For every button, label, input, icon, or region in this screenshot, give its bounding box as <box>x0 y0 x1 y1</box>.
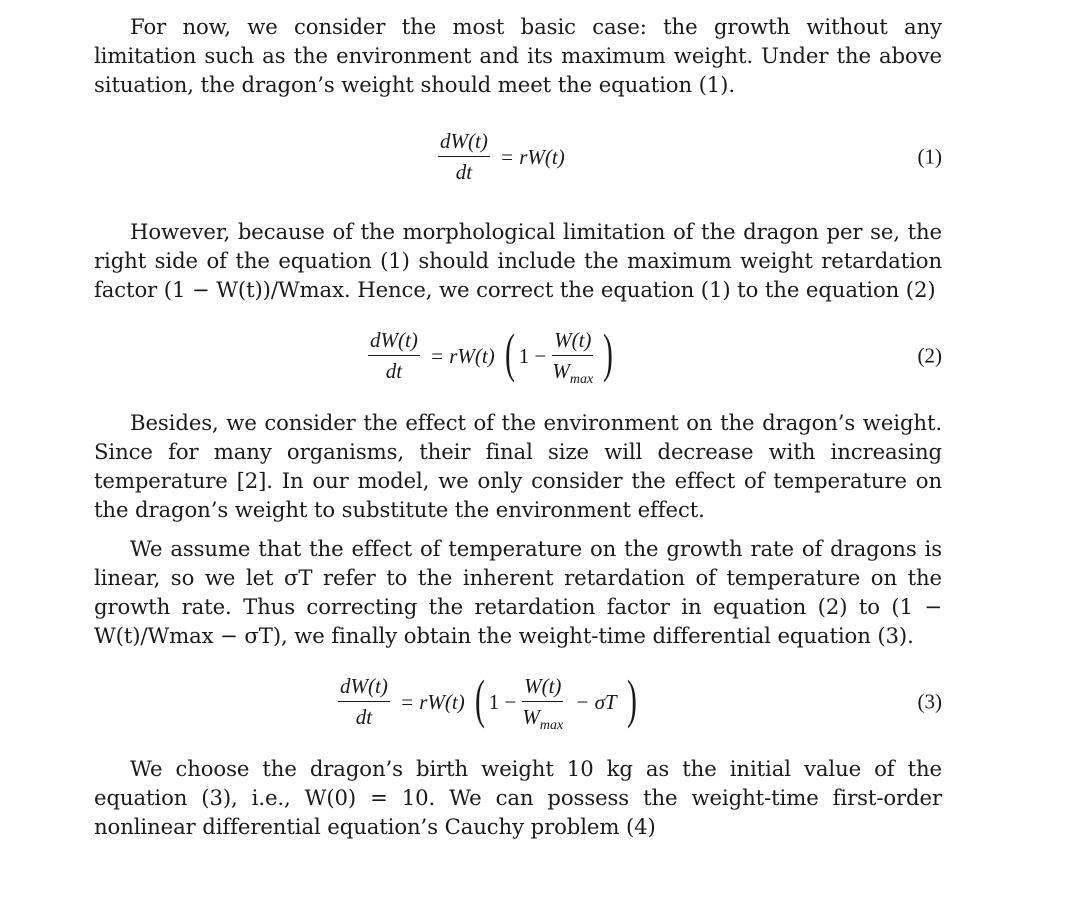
paragraph-basic-case: For now, we consider the most basic case: the growth without any limitation such as the environment and its maximum weight. Under the above situation, the dragon’s weight should meet the equation (1). <box>94 14 942 97</box>
eq3-lhs-fraction: $\frac{dW(t)}{dt}$ <box>340 674 388 729</box>
equation-1 <box>94 117 942 197</box>
eq2-right-paren: ) <box>603 323 614 383</box>
equation-3 <box>94 662 942 742</box>
paragraph-initial-value: We choose the dragon’s birth weight 10 kg as the initial value of the equation (3), i.e., W(0) = 10. We can possess the weight-time first-order nonlinear differential equation’s Cauchy problem (4) <box>94 756 942 839</box>
eq2-lhs-fraction: $\frac{dW(t)}{dt}$ <box>370 328 418 383</box>
eq2-inner-fraction: $\frac{W(t)}{W_{max}}$ <box>552 328 594 387</box>
eq2-rhs-prefix: = rW(t) <box>429 343 495 368</box>
eq3-inner-fraction: $\frac{W(t)}{W_{max}}$ <box>522 674 564 733</box>
paragraph-temperature-assumption: We assume that the effect of temperature on the growth rate of dragons is linear, so we let σT refer to the inherent retardation of temperature on the growth rate. Thus correcting the retardation factor in equation (2) to (1 − W(t)/Wmax − σT), we finally obtain the weight-time differential equation (3). <box>94 536 942 648</box>
eq1-lhs-fraction: $\frac{dW(t)}{dt}$ <box>440 129 488 184</box>
eq3-tail: − σT <box>575 689 617 714</box>
equation-number-1: (1) <box>917 144 942 169</box>
eq2-one-minus: 1 − <box>518 343 547 368</box>
equation-number-3: (3) <box>917 689 942 714</box>
eq3-rhs-prefix: = rW(t) <box>399 689 465 714</box>
eq1-rhs: = rW(t) <box>499 144 565 169</box>
paper-page <box>94 12 942 841</box>
equation-2 <box>94 316 942 396</box>
eq3-left-paren: ( <box>474 669 485 729</box>
eq3-right-paren: ) <box>626 669 637 729</box>
eq2-left-paren: ( <box>504 323 515 383</box>
equation-number-2: (2) <box>917 343 942 368</box>
paragraph-morphological-limitation: However, because of the morphological limitation of the dragon per se, the right side of the equation (1) should include the maximum weight retardation factor (1 − W(t))/Wmax. Hence, we correct the equation (1) to the equation (2) <box>94 219 942 302</box>
eq3-one-minus: 1 − <box>488 689 517 714</box>
paragraph-environment-effect: Besides, we consider the effect of the environment on the dragon’s weight. Since for many organisms, their final size will decrease with increasing temperature [2]. In our model, we only consider the effect of temperature on the dragon’s weight to substitute the environment effect. <box>94 410 942 522</box>
